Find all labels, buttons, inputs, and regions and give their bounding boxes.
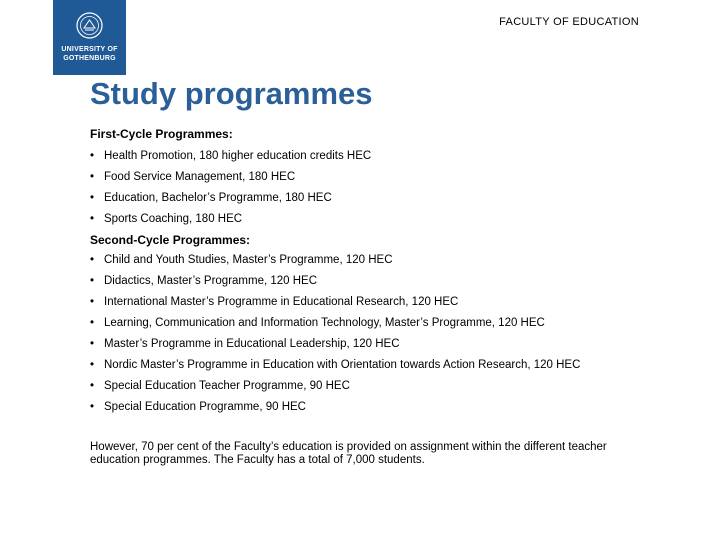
list-item: • Sports Coaching, 180 HEC [90, 213, 243, 225]
bullet-icon: • [90, 380, 95, 392]
list-item: • International Master’s Programme in Educational Research, 120 HEC [90, 296, 459, 308]
list-item: • Special Education Programme, 90 HEC [90, 401, 306, 413]
bullet-icon: • [90, 338, 95, 350]
logo-line-2: GOTHENBURG [63, 55, 116, 62]
logo-line-1: UNIVERSITY OF [61, 46, 118, 53]
second-cycle-heading: Second-Cycle Programmes: [90, 233, 251, 247]
bullet-icon: • [90, 254, 95, 266]
list-item: • Learning, Communication and Information Technology, Master’s Programme, 120 HEC [90, 317, 545, 329]
footer-paragraph: However, 70 per cent of the Faculty’s education is provided on assignment within the different teacher education programmes. The Faculty has a total of 7,000 students. [90, 441, 607, 466]
bullet-icon: • [90, 317, 95, 329]
bullet-icon: • [90, 401, 95, 413]
bullet-icon: • [90, 296, 95, 308]
list-item: • Didactics, Master’s Programme, 120 HEC [90, 275, 318, 287]
list-item: • Child and Youth Studies, Master’s Programme, 120 HEC [90, 254, 393, 266]
bullet-icon: • [90, 192, 95, 204]
university-logo [53, 0, 126, 75]
bullet-icon: • [90, 213, 95, 225]
bullet-icon: • [90, 275, 95, 287]
list-item: • Nordic Master’s Programme in Education with Orientation towards Action Research, 120 HEC [90, 359, 581, 371]
list-item: • Master’s Programme in Educational Leadership, 120 HEC [90, 338, 400, 350]
list-item: • Education, Bachelor’s Programme, 180 HEC [90, 192, 332, 204]
list-item: • Food Service Management, 180 HEC [90, 171, 296, 183]
faculty-label: FACULTY OF EDUCATION [499, 16, 639, 28]
page-title: Study programmes [90, 76, 373, 111]
university-seal-icon [76, 12, 103, 39]
list-item: • Special Education Teacher Programme, 90 HEC [90, 380, 350, 392]
first-cycle-heading: First-Cycle Programmes: [90, 127, 233, 141]
bullet-icon: • [90, 171, 95, 183]
list-item: • Health Promotion, 180 higher education credits HEC [90, 150, 372, 162]
bullet-icon: • [90, 150, 95, 162]
bullet-icon: • [90, 359, 95, 371]
